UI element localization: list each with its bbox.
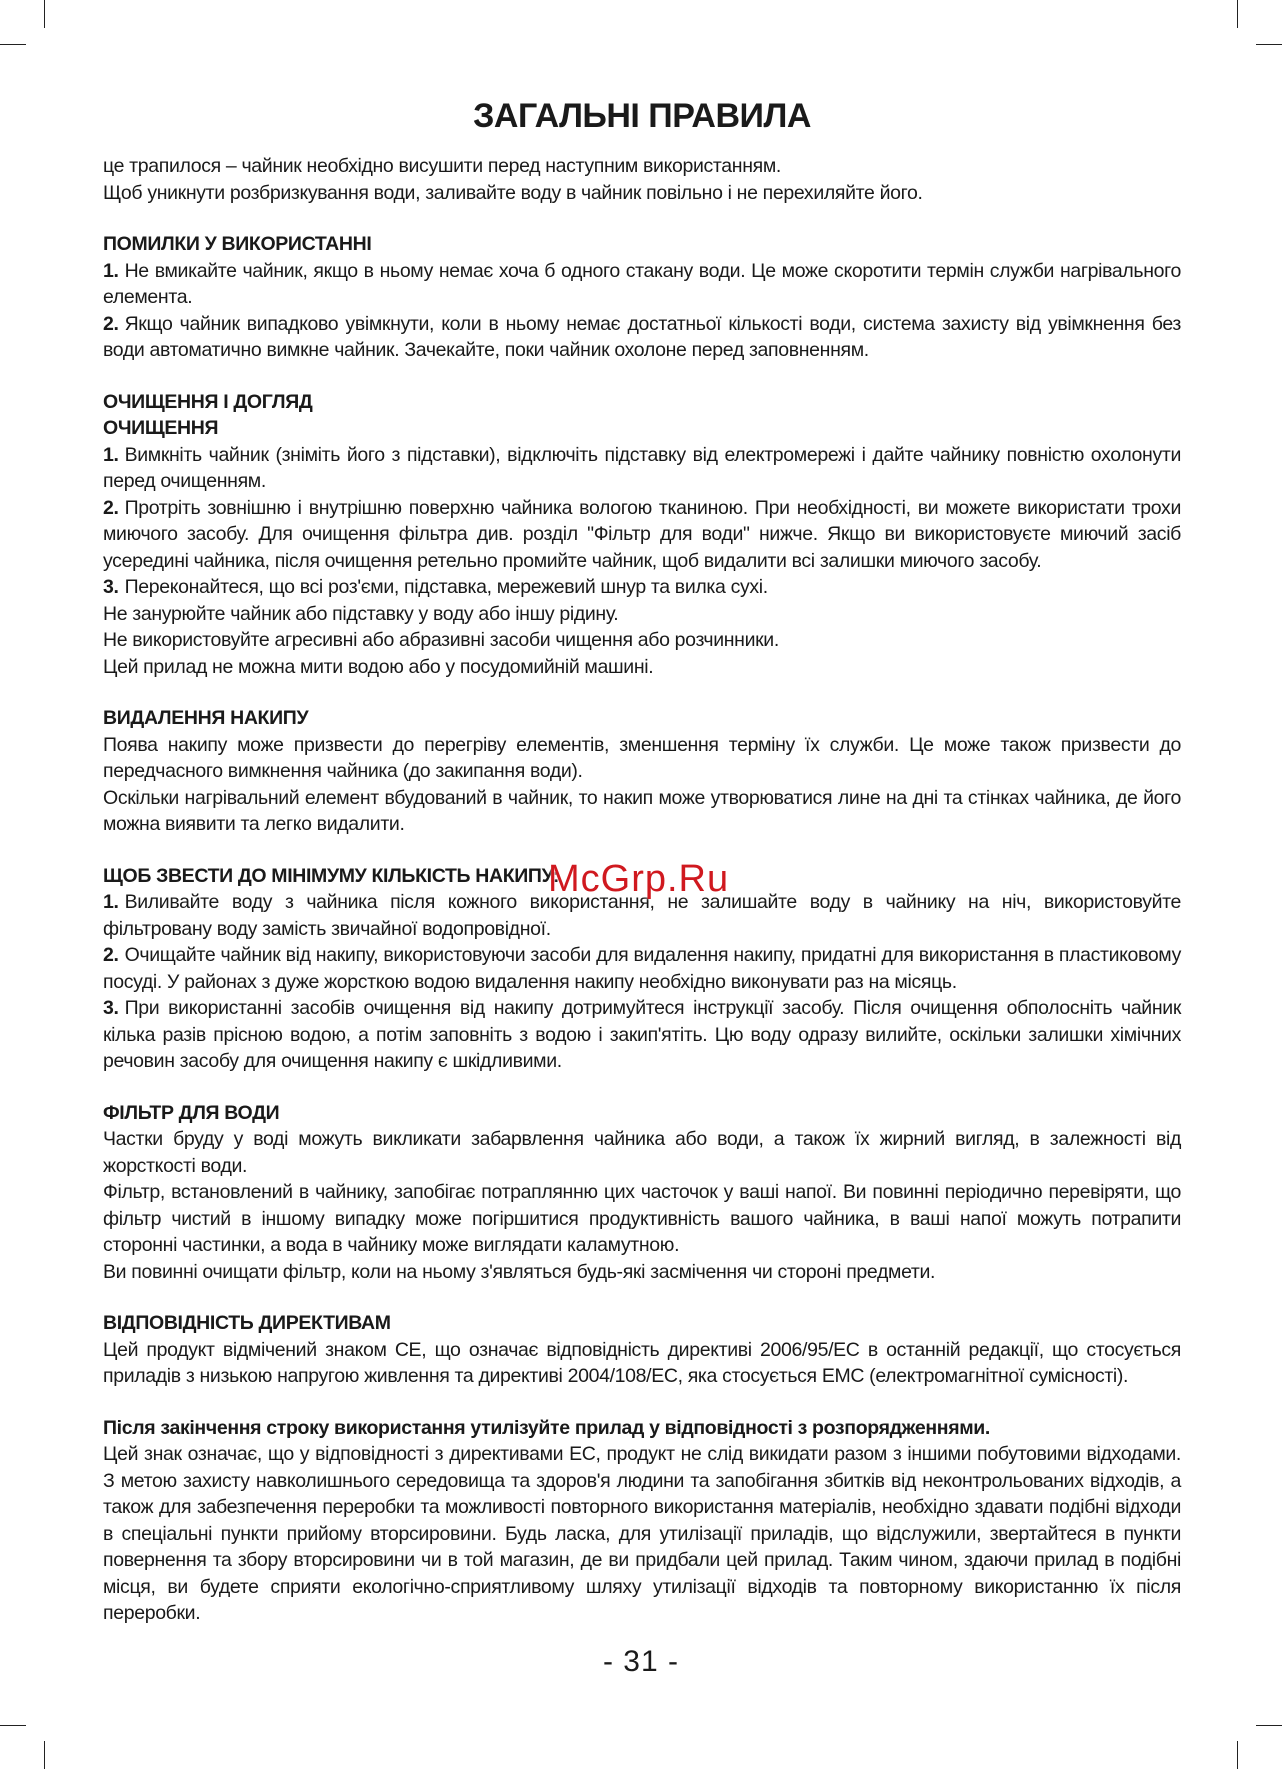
crop-mark bbox=[1256, 1725, 1282, 1726]
section-heading-directives: ВІДПОВІДНІСТЬ ДИРЕКТИВАМ bbox=[103, 1312, 391, 1334]
section-heading-filter: ФІЛЬТР ДЛЯ ВОДИ bbox=[103, 1101, 280, 1124]
crop-mark bbox=[1256, 44, 1282, 45]
item-text: Переконайтеся, що всі роз'єми, підставка, мережевий шнур та вилка сухі. bbox=[124, 576, 768, 598]
section-heading-minimize: ЩОБ ЗВЕСТИ ДО МІНІМУМУ КІЛЬКІСТЬ НАКИПУ: bbox=[103, 864, 560, 887]
paragraph: Поява накипу може призвести до перегріву елементів, зменшення терміну їх служби. Це може також призвести до передчасного вимкнення чайника (до закипання води). bbox=[103, 733, 1181, 782]
section-heading-errors: ПОМИЛКИ У ВИКОРИСТАННІ bbox=[103, 233, 372, 255]
item-text: Протріть зовнішню і внутрішню поверхню чайника вологою тканиною. При необхідності, ви можете використати трохи миючого засобу. Для очищення фільтра див. розділ "Фільтр для води" нижче. Якщо ви використовуєте миючий засіб усередині чайника, після очищення ретельно промийте чайник, щоб видалити всі залишки миючого засобу. bbox=[103, 496, 1181, 572]
section-heading-cleaning: ОЧИЩЕННЯ І ДОГЛЯД bbox=[103, 390, 313, 413]
item-number: 2. bbox=[103, 944, 119, 966]
paragraph: Оскільки нагрівальний елемент вбудований в чайник, то накип може утворюватися лине на дні та стінках чайника, де його можна виявити та легко видалити. bbox=[103, 786, 1181, 835]
numbered-item bbox=[103, 442, 1181, 495]
page-number: - 31 - bbox=[602, 1645, 680, 1678]
paragraph: Цей продукт відмічений знаком CE, що означає відповідність директиві 2006/95/EC в останній редакції, що стосується приладів з низькою напругою живлення та директиві 2004/108/EC, яка стосується EMC (електромагнітної сумісності). bbox=[103, 1338, 1181, 1387]
item-number: 1. bbox=[103, 259, 119, 282]
note-line: Не використовуйте агресивні або абразивні засоби чищення або розчинники. bbox=[103, 629, 779, 651]
item-number: 2. bbox=[103, 312, 119, 335]
item-number: 2. bbox=[103, 496, 119, 519]
item-number: 3. bbox=[103, 576, 119, 598]
section-heading-descaling: ВИДАЛЕННЯ НАКИПУ bbox=[103, 707, 309, 729]
paragraph: Цей знак означає, що у відповідності з директивами ЕС, продукт не слід викидати разом з іншими побутовими відходами. З метою захисту навколишнього середовища та здоров'я людини та запобігання збитків від неконтрольованих відходів, а також для забезпечення переробки та можливості повторного використання матеріалів, необхідно здавати подібні відходи в спеціальні пункти прийому вторсировини. Будь ласка, для утилізації приладів, що відслужили, звертайтеся в пункти повернення та збору вторсировини чи в той магазин, де ви придбали цей прилад. Таким чином, здаючи прилад в подібні місця, ви будете сприяти екологічно-сприятливому шляху утилізації відходів та повторному використанню їх після переробки. bbox=[103, 1443, 1181, 1624]
watermark: McGrp.Ru bbox=[548, 858, 730, 900]
note-line: Цей прилад не можна мити водою або у посудомийній машині. bbox=[103, 655, 654, 678]
item-number: 3. bbox=[103, 997, 119, 1019]
crop-mark bbox=[44, 1741, 45, 1769]
item-text: Виливайте воду з чайника після кожного використання, не залишайте воду в чайнику на ніч, використовуйте фільтровану воду замість звичайної водопровідної. bbox=[103, 891, 1181, 940]
item-text: Не вмикайте чайник, якщо в ньому немає хоча б одного стакану води. Це може скоротити термін служби нагрівального елемента. bbox=[103, 259, 1181, 308]
page-title: ЗАГАЛЬНІ ПРАВИЛА bbox=[473, 97, 811, 135]
numbered-item bbox=[103, 495, 1181, 575]
paragraph: Фільтр, встановлений в чайнику, запобігає потраплянню цих часточок у ваші напої. Ви повинні періодично перевіряти, що фільтр чистий в іншому випадку може погіршитися продуктивність вашого чайника, в ваші напої можуть потрапити сторонні частинки, а вода в чайнику може виглядати каламутною. bbox=[103, 1181, 1181, 1256]
item-text: Очищайте чайник від накипу, використовуючи засоби для видалення накипу, придатні для використання в пластиковому посуді. У районах з дуже жорсткою водою видалення накипу необхідно виконувати раз на місяць. bbox=[103, 944, 1181, 993]
item-text: При використанні засобів очищення від накипу дотримуйтеся інструкції засобу. Після очищення обполосніть чайник кілька разів прісною водою, а потім заповніть з водою і закип'ятіть. Цю воду одразу вилийте, оскільки залишки хімічних речовин засобу для очищення накипу є шкідливими. bbox=[103, 997, 1181, 1072]
crop-mark bbox=[1237, 1741, 1238, 1769]
item-number: 1. bbox=[103, 443, 119, 466]
numbered-item bbox=[103, 311, 1181, 364]
note-line: Не занурюйте чайник або підставку у воду або іншу рідину. bbox=[103, 602, 619, 625]
item-text: Вимкніть чайник (зніміть його з підставки), відключіть підставку від електромережі і дайте чайнику повністю охолонути перед очищенням. bbox=[103, 443, 1181, 492]
intro-line: Щоб уникнути розбризкування води, заливайте воду в чайник повільно і не перехиляйте його. bbox=[103, 181, 923, 204]
numbered-item bbox=[103, 574, 1181, 601]
intro-line: це трапилося – чайник необхідно висушити перед наступним використанням. bbox=[103, 155, 781, 177]
paragraph: Ви повинні очищати фільтр, коли на ньому з'являться будь-які засмічення чи стороні предмети. bbox=[103, 1260, 936, 1283]
item-text: Якщо чайник випадково увімкнути, коли в ньому немає достатньої кількості води, система захисту від увімкнення без води автоматично вимкне чайник. Зачекайте, поки чайник охолоне перед заповненням. bbox=[103, 312, 1181, 361]
paragraph: Частки бруду у воді можуть викликати забарвлення чайника або води, а також їх жирний вигляд, в залежності від жорсткості води. bbox=[103, 1128, 1181, 1177]
crop-mark bbox=[44, 0, 45, 28]
crop-mark bbox=[0, 1725, 26, 1726]
numbered-item bbox=[103, 995, 1181, 1075]
crop-mark bbox=[1237, 0, 1238, 28]
item-number: 1. bbox=[103, 891, 119, 913]
numbered-item bbox=[103, 258, 1181, 311]
section-heading-disposal: Після закінчення строку використання утилізуйте прилад у відповідності з розпорядженнями. bbox=[103, 1416, 990, 1439]
subheading-cleaning: ОЧИЩЕННЯ bbox=[103, 417, 219, 439]
crop-mark bbox=[0, 44, 26, 45]
numbered-item bbox=[103, 942, 1181, 995]
